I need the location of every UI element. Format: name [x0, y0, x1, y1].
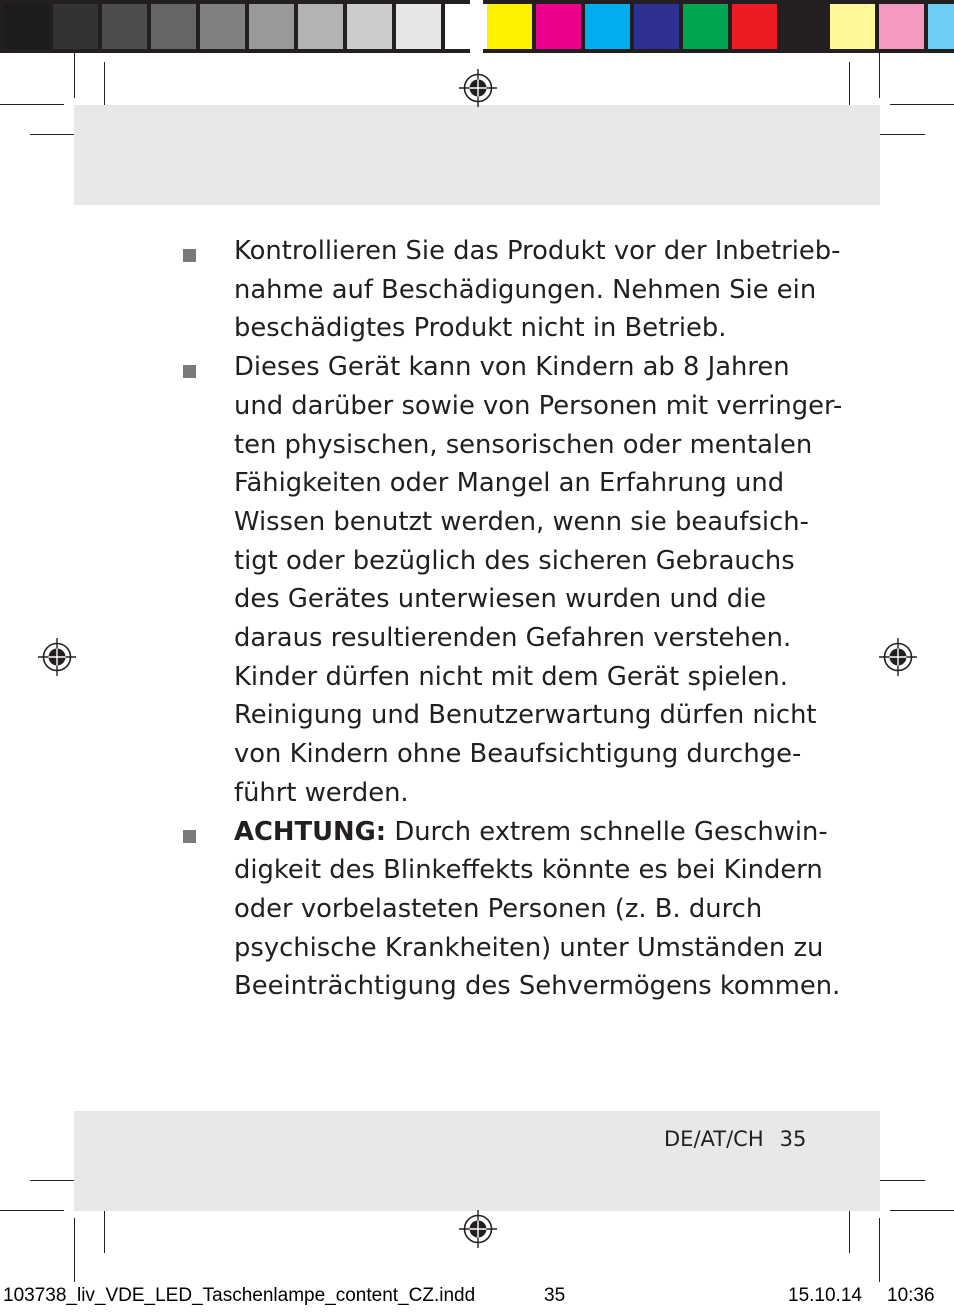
text-line: Wissen benutzt werden, wenn sie beaufsich- — [234, 506, 809, 537]
warning-label: ACHTUNG: — [234, 816, 387, 847]
color-swatch — [347, 4, 392, 49]
registration-mark-icon — [37, 637, 77, 677]
text-line: des Gerätes unterwiesen wurden und die — [234, 584, 767, 615]
bullet-item — [182, 232, 841, 348]
text-line: und darüber sowie von Personen mit verringer- — [234, 390, 843, 421]
text-line: beschädigtes Produkt nicht in Betrieb. — [234, 313, 727, 344]
bullet-item — [182, 348, 843, 812]
text-line: Kinder dürfen nicht mit dem Gerät spielen. — [234, 661, 788, 692]
slug-date: 15.10.14 — [788, 1285, 862, 1306]
page-footer — [664, 1124, 806, 1154]
text-line: Fähigkeiten oder Mangel an Erfahrung und — [234, 468, 785, 499]
text-line: Beeinträchtigung des Sehvermögens kommen. — [234, 971, 841, 1002]
text-line: Reinigung und Benutzerwartung dürfen nicht — [234, 700, 817, 731]
crop-mark — [879, 53, 880, 98]
color-swatch — [634, 4, 679, 49]
crop-mark — [879, 1218, 880, 1282]
bullet-item-warning — [182, 813, 841, 1007]
crop-mark — [0, 104, 64, 105]
text-line: psychische Krankheiten) unter Umständen zu — [234, 932, 824, 963]
page-number: 35 — [779, 1127, 807, 1151]
text-line: daraus resultierenden Gefahren verstehen. — [234, 623, 792, 654]
color-swatch — [781, 4, 826, 49]
crop-mark — [74, 53, 75, 98]
registration-mark-icon — [458, 1209, 498, 1249]
color-swatch — [830, 4, 875, 49]
text-line: Kontrollieren Sie das Produkt vor der Inbetrieb- — [234, 236, 841, 266]
color-swatch — [249, 4, 294, 49]
slug-time: 10:36 — [887, 1285, 935, 1306]
language-label: DE/AT/CH — [664, 1127, 764, 1151]
text-line: digkeit des Blinkeffekts könnte es bei Kindern — [234, 855, 823, 886]
color-swatch — [732, 4, 777, 49]
crop-mark — [74, 1218, 75, 1282]
registration-mark-icon — [458, 68, 498, 108]
color-swatch — [879, 4, 924, 49]
text-line: nahme auf Beschädigungen. Nehmen Sie ein — [234, 274, 817, 305]
text-line — [234, 813, 828, 852]
color-swatch — [53, 4, 98, 49]
registration-mark-icon — [878, 637, 918, 677]
color-swatch — [298, 4, 343, 49]
slug-filename: 103738_liv_VDE_LED_Taschenlampe_content_CZ.indd — [3, 1285, 476, 1306]
print-slug — [3, 1285, 951, 1311]
color-swatch — [4, 4, 49, 49]
color-swatch — [200, 4, 245, 49]
text-line: oder vorbelasteten Personen (z. B. durch — [234, 893, 763, 924]
text-line: ten physischen, sensorischen oder mentalen — [234, 429, 813, 460]
color-swatch — [536, 4, 581, 49]
color-swatch — [585, 4, 630, 49]
square-bullet-icon — [183, 365, 196, 378]
square-bullet-icon — [183, 830, 196, 843]
color-swatch — [683, 4, 728, 49]
square-bullet-icon — [183, 249, 196, 262]
slug-page: 35 — [544, 1285, 566, 1306]
color-swatch — [928, 4, 954, 49]
text-line: tigt oder bezüglich des sicheren Gebrauchs — [234, 545, 795, 576]
color-swatch — [396, 4, 441, 49]
color-swatch — [445, 4, 490, 49]
safety-instructions — [182, 232, 843, 1006]
header-band — [74, 105, 880, 205]
crop-mark — [890, 1210, 954, 1211]
crop-mark — [0, 1210, 64, 1211]
color-swatch — [487, 4, 532, 49]
text-line: führt werden. — [234, 777, 409, 808]
warning-text: Durch extrem schnelle Geschwin- — [386, 816, 828, 847]
color-swatch — [102, 4, 147, 49]
text-line: von Kindern ohne Beaufsichtigung durchge- — [234, 739, 802, 770]
text-line: Dieses Gerät kann von Kindern ab 8 Jahren — [234, 352, 790, 383]
crop-mark — [890, 104, 954, 105]
color-calibration-bar — [0, 0, 954, 53]
color-swatch — [151, 4, 196, 49]
